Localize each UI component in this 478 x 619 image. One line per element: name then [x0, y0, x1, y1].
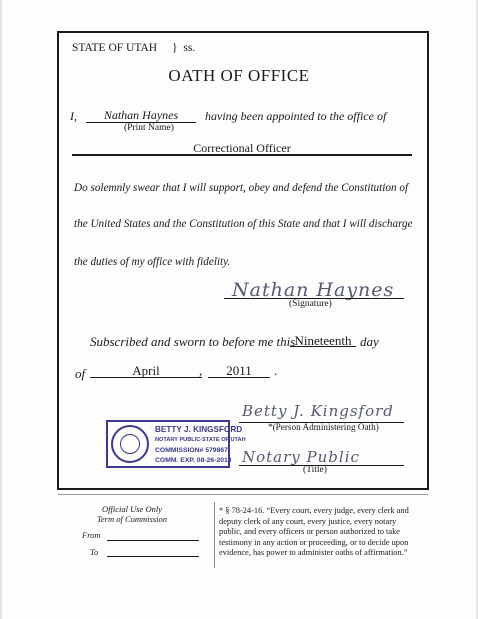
- official-use-label: Official Use Only: [102, 504, 162, 514]
- document-page: [2, 0, 476, 619]
- day-value: Nineteenth: [294, 333, 352, 348]
- title-signature: Notary Public: [242, 448, 360, 466]
- oath-text-line-2: the United States and the Constitution of this State and that I will discharge: [74, 218, 413, 230]
- notary-commission-number: COMMISSION# 579867: [155, 447, 228, 454]
- signature-label: (Signature): [289, 299, 332, 309]
- state-label: STATE OF UTAH: [72, 42, 158, 54]
- footer-divider: [58, 494, 428, 495]
- print-name-value: Nathan Haynes: [103, 108, 179, 122]
- administering-signature: Betty J. Kingsford: [242, 402, 394, 420]
- ss-label: ss.: [183, 42, 196, 54]
- term-of-commission-label: Term of Commission: [96, 514, 168, 524]
- footer-vertical-divider: [214, 502, 215, 568]
- oath-text-line-1: Do solemnly swear that I will support, obey and defend the Constitution of: [74, 182, 409, 194]
- to-field-line: [107, 556, 199, 557]
- brace-glyph: }: [171, 42, 178, 54]
- month-comma: ,: [199, 363, 203, 378]
- document-title: OATH OF OFFICE: [168, 66, 310, 85]
- statute-note: * § 78-24-16. “Every court, every judge, every clerk and deputy clerk of any court, every justice, every notary public, and every officers or person authorized to take testimony in any action or proceeding, or to decide upon evidence, has power to administer oaths of affirmation.”: [219, 506, 409, 558]
- notary-stamp: [106, 420, 246, 468]
- administering-label: *(Person Administering Oath): [268, 422, 379, 432]
- print-name-label: (Print Name): [124, 123, 174, 133]
- notary-name: BETTY J. KINGSFORD: [155, 425, 243, 434]
- from-field-line: [107, 540, 199, 541]
- appointed-text: having been appointed to the office of: [205, 109, 387, 123]
- notary-commission-expiry: COMM. EXP. 08-26-2013: [155, 457, 232, 464]
- office-value: Correctional Officer: [193, 141, 291, 155]
- title-label: (Title): [303, 465, 327, 475]
- year-value: 2011: [226, 363, 252, 378]
- oath-taker-signature: Nathan Haynes: [232, 279, 395, 301]
- from-label: From: [82, 530, 101, 540]
- of-label: of: [75, 366, 86, 381]
- state-seal-icon: [111, 425, 149, 463]
- day-label: day: [360, 334, 379, 349]
- state-heading: [72, 42, 195, 54]
- subscribed-text: Subscribed and sworn to before me this: [90, 334, 296, 349]
- pronoun-text: I,: [70, 109, 77, 123]
- to-label: To: [90, 547, 99, 557]
- notary-state-line: NOTARY PUBLIC-STATE OF UTAH: [155, 437, 246, 443]
- month-value: April: [132, 363, 160, 378]
- year-period: .: [274, 363, 278, 378]
- oath-text-line-3: the duties of my office with fidelity.: [74, 256, 231, 268]
